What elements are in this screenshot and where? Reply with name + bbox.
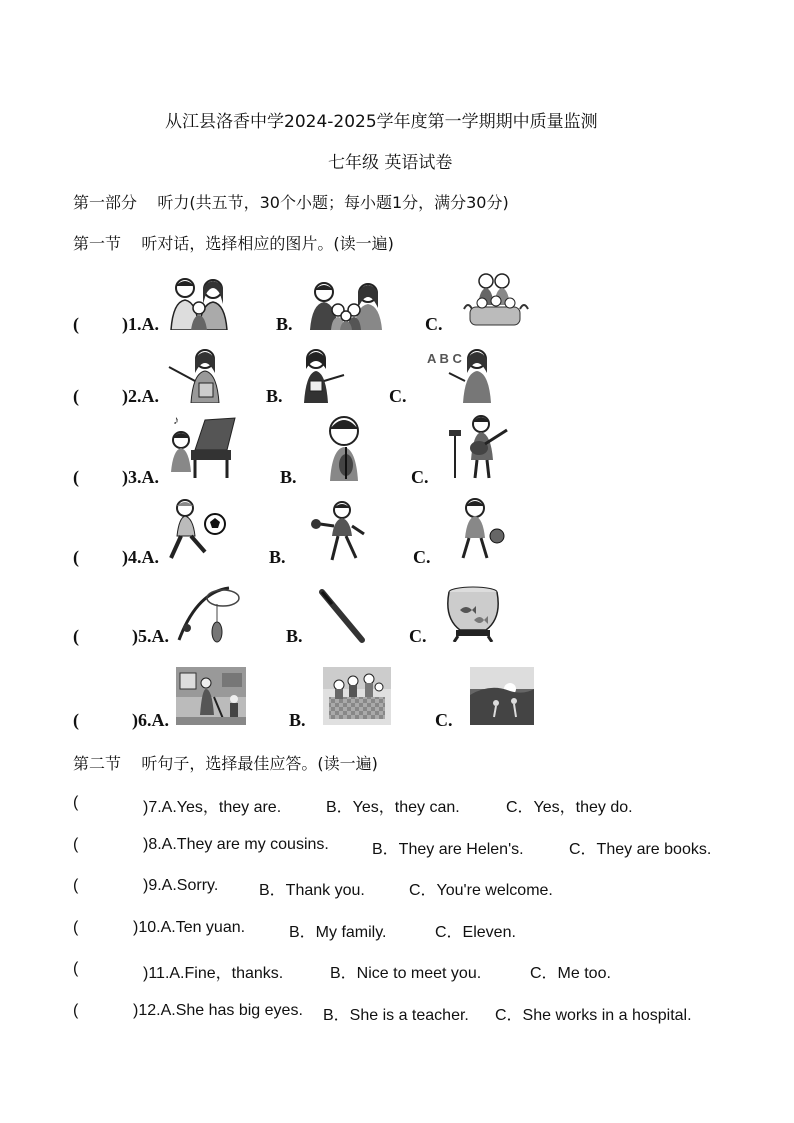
guitar-icon[interactable] [447, 410, 509, 480]
question-label-a: )3.A. [122, 467, 159, 487]
option-b: B．My family. [289, 924, 387, 941]
picnic-photo[interactable] [323, 667, 391, 725]
family-five-icon[interactable] [308, 278, 384, 330]
option-c-label: C. [413, 547, 431, 567]
basketball-icon[interactable] [453, 496, 507, 562]
question-label-a: )5.A. [132, 626, 169, 646]
question-label-a: )1.A. [122, 314, 159, 334]
teacher-pointer-icon[interactable] [165, 345, 225, 403]
answer-paren[interactable]: ( [73, 626, 79, 646]
option-c: C．They are books. [569, 841, 712, 858]
section2-heading: 第二节 听句子，选择最佳应答。(读一遍) [73, 754, 378, 773]
answer-paren[interactable]: ( [73, 467, 79, 487]
answer-paren[interactable]: ( [73, 1002, 79, 1019]
answer-paren[interactable]: ( [73, 919, 79, 936]
ping-pong-icon[interactable] [310, 500, 368, 562]
option-b: B．Yes，they can. [326, 799, 460, 816]
baseball-bat-icon[interactable] [318, 588, 368, 644]
sunset-photo[interactable] [470, 667, 534, 725]
option-c: C．Me too. [530, 965, 611, 982]
teacher-abc-icon[interactable] [425, 345, 497, 403]
answer-paren[interactable]: ( [73, 710, 79, 730]
option-c-label: C. [409, 626, 427, 646]
option-c-label: C. [425, 314, 443, 334]
option-b-label: B. [280, 467, 297, 487]
answer-paren[interactable]: ( [73, 386, 79, 406]
question-label-a: )2.A. [122, 386, 159, 406]
option-a: )10.A.Ten yuan. [133, 919, 246, 936]
option-c-label: C. [435, 710, 453, 730]
fishing-rod-icon[interactable] [177, 584, 243, 644]
option-a: )12.A.She has big eyes. [133, 1002, 303, 1019]
svg-text:♪: ♪ [173, 413, 179, 427]
answer-paren[interactable]: ( [73, 547, 79, 567]
section1-heading: 第一节 听对话，选择相应的图片。(读一遍) [73, 234, 394, 253]
family-three-icon[interactable] [165, 274, 233, 330]
option-b-label: B. [276, 314, 293, 334]
soccer-icon[interactable] [165, 496, 227, 562]
option-c: C．Eleven. [435, 924, 516, 941]
option-b: B．Thank you. [259, 882, 365, 899]
cleaning-room-photo[interactable] [176, 667, 246, 725]
piano-icon[interactable] [165, 410, 237, 480]
violin-icon[interactable] [320, 413, 368, 481]
answer-paren[interactable]: ( [73, 877, 79, 894]
option-b: B．They are Helen's. [372, 841, 524, 858]
question-label-a: )4.A. [122, 547, 159, 567]
grandparents-family-icon[interactable] [460, 271, 530, 329]
part1-heading: 第一部分 听力(共五节，30个小题；每小题1分，满分30分) [73, 193, 509, 212]
option-a: )9.A.Sorry. [143, 877, 219, 894]
option-b-label: B. [289, 710, 306, 730]
option-c: C．She works in a hospital. [495, 1007, 692, 1024]
option-a: )8.A.They are my cousins. [143, 836, 329, 853]
page-title: 从江县洛香中学2024-2025学年度第一学期期中质量监测 [165, 112, 598, 132]
option-b-label: B. [286, 626, 303, 646]
option-a: )7.A.Yes，they are. [143, 799, 282, 816]
option-c: C．You're welcome. [409, 882, 553, 899]
option-b: B．She is a teacher. [323, 1007, 469, 1024]
question-label-a: )6.A. [132, 710, 169, 730]
teacher-book-icon[interactable] [300, 345, 348, 403]
option-c-label: C. [411, 467, 429, 487]
option-b-label: B. [266, 386, 283, 406]
answer-paren[interactable]: ( [73, 836, 79, 853]
page-subtitle: 七年级 英语试卷 [328, 153, 453, 173]
answer-paren[interactable]: ( [73, 314, 79, 334]
answer-paren[interactable]: ( [73, 960, 79, 977]
answer-paren[interactable]: ( [73, 794, 79, 811]
option-c-label: C. [389, 386, 407, 406]
option-b-label: B. [269, 547, 286, 567]
option-a: )11.A.Fine，thanks. [143, 965, 284, 982]
option-b: B．Nice to meet you. [330, 965, 482, 982]
svg-text:A B C: A B C [427, 351, 462, 366]
option-c: C．Yes，they do. [506, 799, 633, 816]
fish-bowl-icon[interactable] [444, 584, 502, 642]
